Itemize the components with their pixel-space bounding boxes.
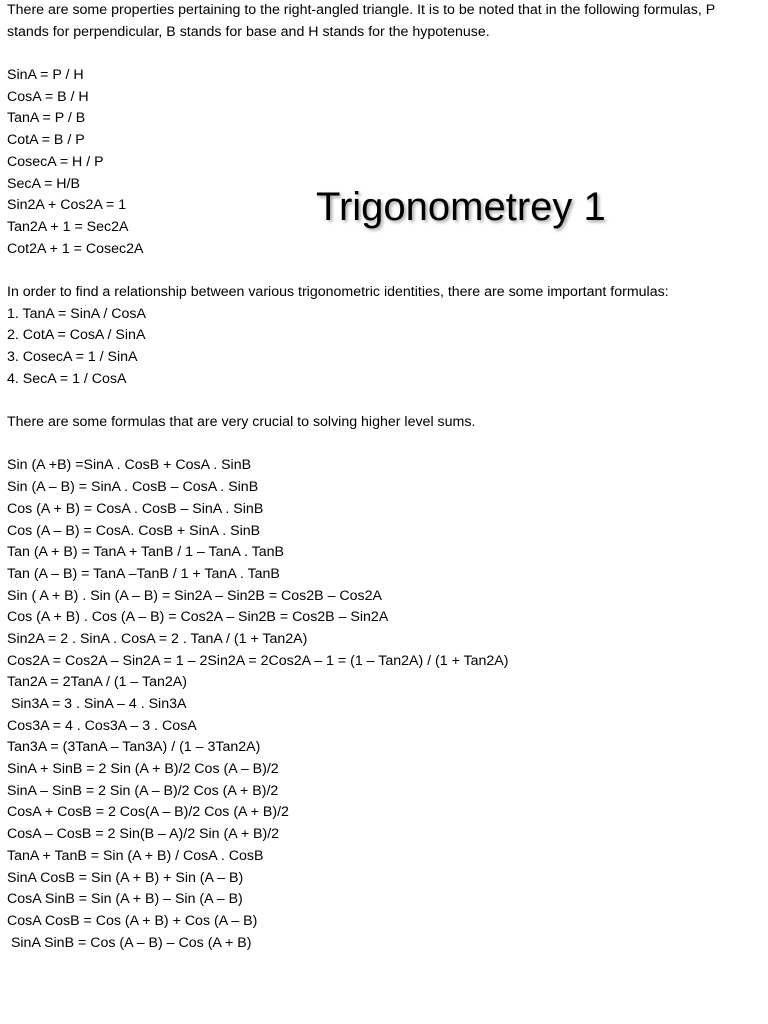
formula-line: Sin (A +B) =SinA . CosB + CosA . SinB (7, 457, 252, 474)
spacer (7, 390, 759, 412)
formula-line: Tan (A – B) = TanA –TanB / 1 + TanA . TanB (7, 565, 280, 582)
formula-line: CosecA = H / P (7, 153, 104, 170)
formula-line: SinA SinB = Cos (A – B) – Cos (A + B) (7, 934, 252, 951)
formula-line: 4. SecA = 1 / CosA (7, 370, 127, 387)
spacer (7, 434, 759, 456)
formula-line: Cos3A = 4 . Cos3A – 3 . CosA (7, 717, 197, 734)
formula-line: Cos (A – B) = CosA. CosB + SinA . SinB (7, 522, 261, 539)
formula-line: Cos2A = Cos2A – Sin2A = 1 – 2Sin2A = 2Cos2A – 1 = (1 – Tan2A) / (1 + Tan2A) (7, 652, 509, 669)
formula-line: CosA – CosB = 2 Sin(B – A)/2 Sin (A + B)/2 (7, 826, 280, 843)
page-title: Trigonometrey 1 (316, 185, 606, 229)
formula-line: Cos (A + B) = CosA . CosB – SinA . SinB (7, 500, 264, 517)
formula-line: TanA + TanB = Sin (A + B) / CosA . CosB (7, 847, 264, 864)
formula-line: SinA – SinB = 2 Sin (A – B)/2 Cos (A + B)/2 (7, 782, 279, 799)
crucial-intro: There are some formulas that are very crucial to solving higher level sums. (7, 414, 476, 431)
formula-line: SinA CosB = Sin (A + B) + Sin (A – B) (7, 869, 244, 886)
formula-line: SecA = H/B (7, 175, 80, 192)
document-body (7, 0, 759, 954)
formula-line: Sin2A = 2 . SinA . CosA = 2 . TanA / (1 + Tan2A) (7, 630, 308, 647)
intro-paragraph: There are some properties pertaining to the right-angled triangle. It is to be noted that in the following formulas, P stands for perpendicular, B stands for base and H stands for the hypotenuse. (7, 2, 715, 40)
formula-line: CosA CosB = Cos (A + B) + Cos (A – B) (7, 912, 258, 929)
formula-line: SinA = P / H (7, 67, 84, 84)
formula-line: CosA + CosB = 2 Cos(A – B)/2 Cos (A + B)/2 (7, 804, 289, 821)
formula-line: Sin (A – B) = SinA . CosB – CosA . SinB (7, 479, 259, 496)
formula-line: CotA = B / P (7, 132, 85, 149)
formula-line: 3. CosecA = 1 / SinA (7, 349, 138, 366)
formula-line: SinA + SinB = 2 Sin (A + B)/2 Cos (A – B)/2 (7, 761, 279, 778)
relationship-formulas-list (7, 304, 759, 391)
spacer (7, 260, 759, 282)
crucial-formulas-list (7, 455, 759, 954)
formula-line: CosA SinB = Sin (A + B) – Sin (A – B) (7, 891, 243, 908)
formula-line: 1. TanA = SinA / CosA (7, 305, 146, 322)
formula-line: Tan2A + 1 = Sec2A (7, 218, 129, 235)
relationship-intro: In order to find a relationship between various trigonometric identities, there are some important formulas: (7, 283, 669, 300)
formula-line: Cos (A + B) . Cos (A – B) = Cos2A – Sin2B = Cos2B – Sin2A (7, 609, 389, 626)
formula-line: Tan (A + B) = TanA + TanB / 1 – TanA . TanB (7, 544, 284, 561)
formula-line: Tan2A = 2TanA / (1 – Tan2A) (7, 674, 187, 691)
formula-line: TanA = P / B (7, 110, 86, 127)
formula-line: CosA = B / H (7, 88, 89, 105)
spacer (7, 43, 759, 65)
formula-line: Sin3A = 3 . SinA – 4 . Sin3A (7, 696, 187, 713)
formula-line: Sin ( A + B) . Sin (A – B) = Sin2A – Sin2B = Cos2B – Cos2A (7, 587, 382, 604)
formula-line: Sin2A + Cos2A = 1 (7, 197, 127, 214)
formula-line: Cot2A + 1 = Cosec2A (7, 240, 144, 257)
formula-line: Tan3A = (3TanA – Tan3A) / (1 – 3Tan2A) (7, 739, 261, 756)
formula-line: 2. CotA = CosA / SinA (7, 327, 146, 344)
